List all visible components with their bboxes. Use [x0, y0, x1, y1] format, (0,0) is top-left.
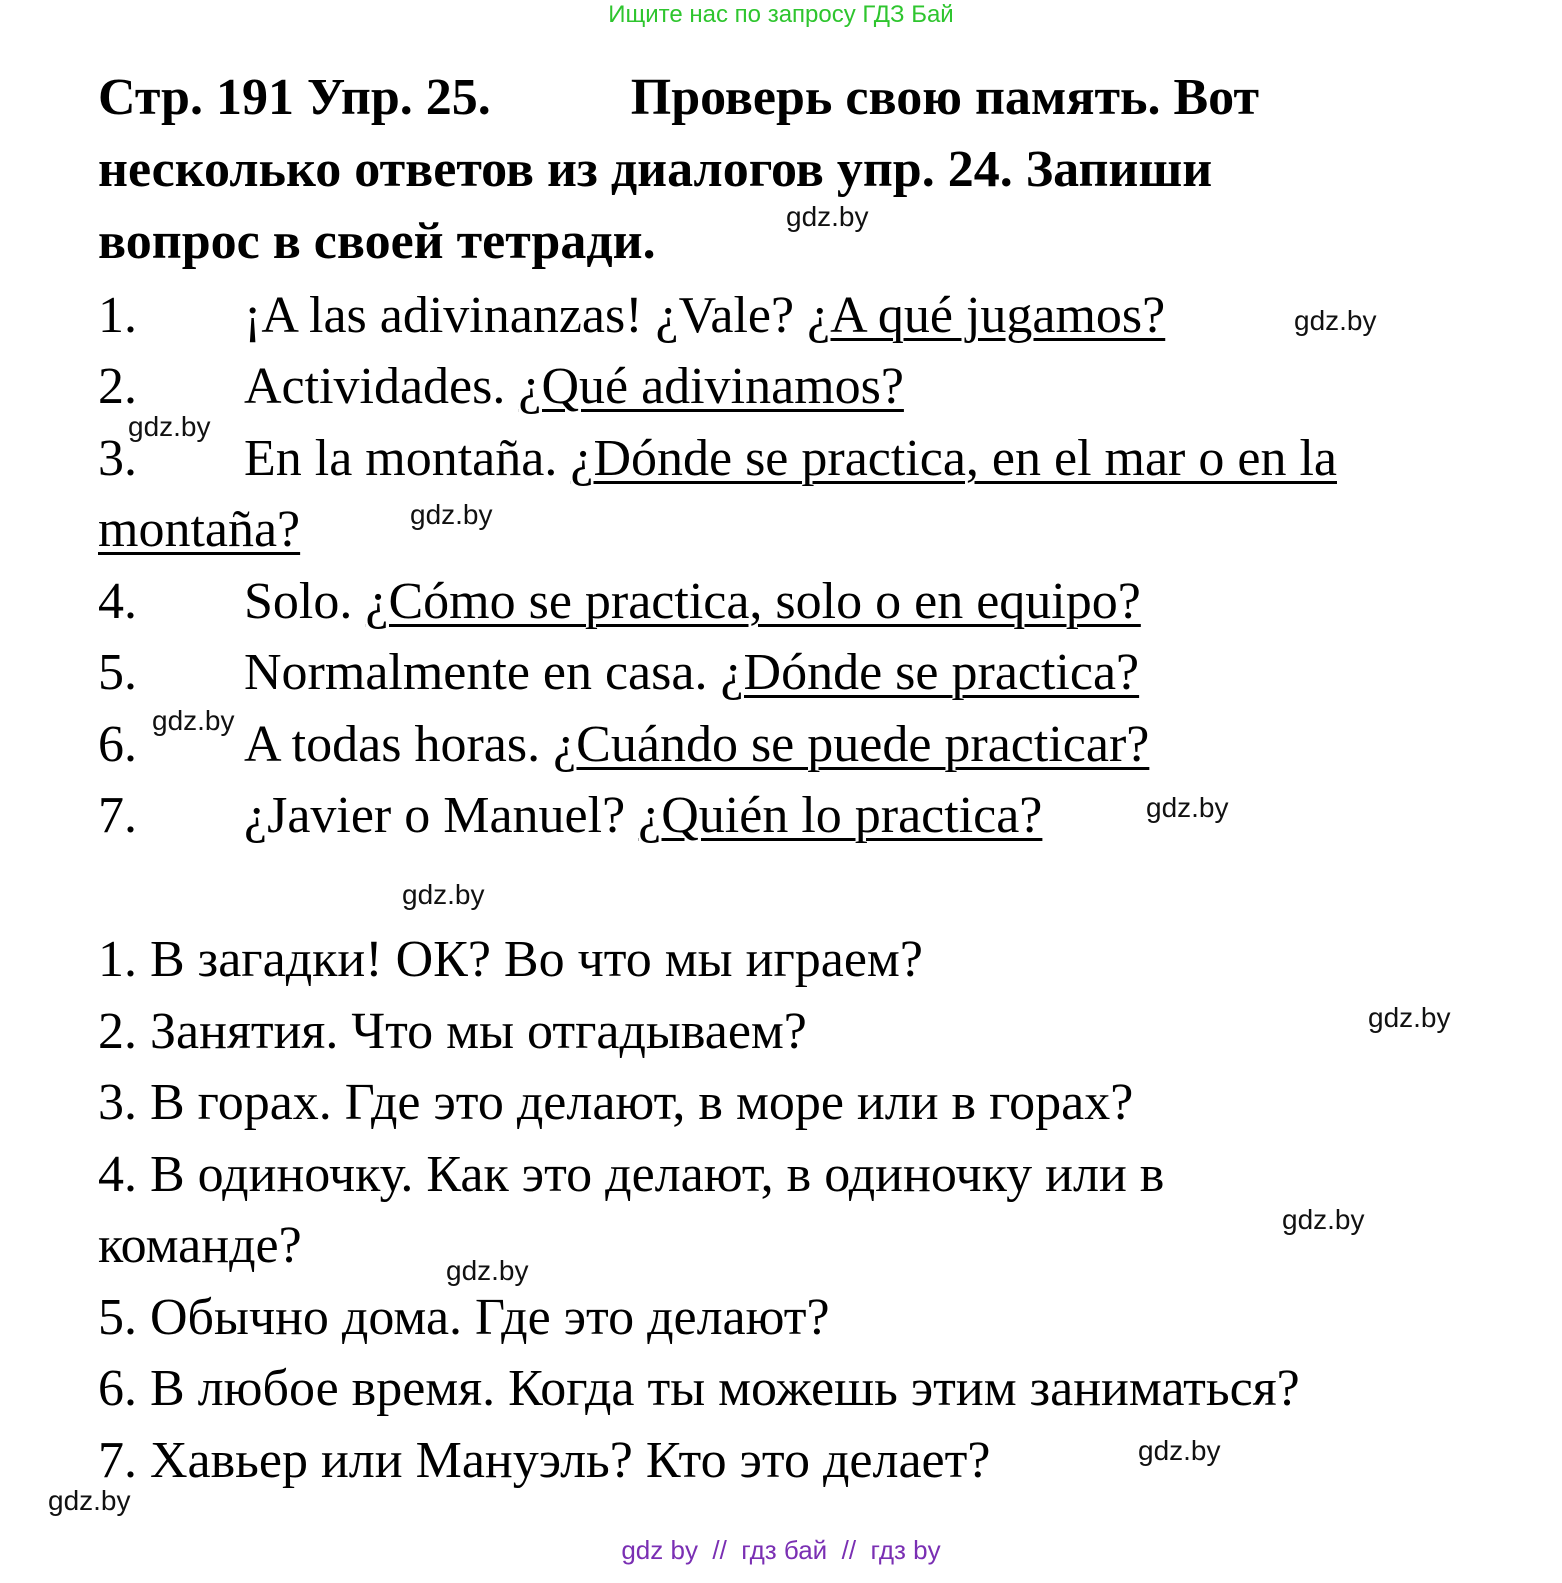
- russian-item-1: 1. В загадки! ОК? Во что мы играем?: [98, 931, 923, 988]
- item-number: 1.: [98, 287, 137, 344]
- heading-line-2: несколько ответов из диалогов упр. 24. Запиши: [98, 141, 1213, 198]
- item-answer: A todas horas.: [244, 716, 554, 773]
- watermark: gdz.by: [1294, 305, 1377, 336]
- russian-item-6: 6. В любое время. Когда ты можешь этим заниматься?: [98, 1360, 1300, 1417]
- item-question: ¿Dónde se practica, en el mar o en la: [570, 430, 1337, 487]
- watermark: gdz.by: [1138, 1435, 1221, 1466]
- russian-item-4-continued: команде?: [98, 1217, 302, 1274]
- item-question: ¿Qué adivinamos?: [518, 358, 904, 415]
- spanish-item-7: [98, 786, 1042, 846]
- watermark: gdz.by: [402, 879, 485, 910]
- item-number: 6.: [98, 716, 137, 773]
- spanish-item-1: [98, 286, 1165, 346]
- heading-page-ref: Стр. 191 Упр. 25.: [98, 69, 491, 126]
- item-number: 3.: [98, 430, 137, 487]
- russian-item-2: 2. Занятия. Что мы отгадываем?: [98, 1003, 807, 1060]
- spanish-item-4: [98, 572, 1141, 632]
- item-question: ¿Dónde se practica?: [720, 644, 1140, 701]
- exercise-heading: [98, 62, 1478, 278]
- watermark: gdz.by: [152, 705, 235, 736]
- russian-item-3: 3. В горах. Где это делают, в море или в горах?: [98, 1074, 1134, 1131]
- item-answer: ¡A las adivinanzas! ¿Vale?: [244, 287, 808, 344]
- russian-item-7: 7. Хавьер или Мануэль? Кто это делает?: [98, 1432, 991, 1489]
- watermark: gdz.by: [1146, 792, 1229, 823]
- spanish-item-6: [98, 715, 1149, 775]
- spanish-item-2: [98, 357, 904, 417]
- spanish-item-5: [98, 643, 1139, 703]
- footer-links: gdz by // гдз бай // гдз by: [621, 1535, 941, 1565]
- spanish-item-3-continued: [98, 500, 300, 560]
- watermark: gdz.by: [786, 201, 869, 232]
- watermark: gdz.by: [1368, 1002, 1451, 1033]
- watermark: gdz.by: [128, 411, 211, 442]
- heading-task-start: Проверь свою память. Вот: [630, 69, 1260, 126]
- item-answer: Actividades.: [244, 358, 519, 415]
- item-question-continued: montaña?: [98, 501, 301, 558]
- item-question: ¿Quién lo practica?: [638, 787, 1043, 844]
- item-number: 4.: [98, 573, 137, 630]
- item-answer: Normalmente en casa.: [244, 644, 721, 701]
- watermark: gdz.by: [446, 1255, 529, 1286]
- russian-item-4: 4. В одиночку. Как это делают, в одиночку или в: [98, 1146, 1165, 1203]
- item-number: 7.: [98, 787, 137, 844]
- item-number: 2.: [98, 358, 137, 415]
- spanish-item-3: [98, 429, 1337, 489]
- item-number: 5.: [98, 644, 137, 701]
- item-question: ¿A qué jugamos?: [807, 287, 1166, 344]
- heading-line-3: вопрос в своей тетради.: [98, 213, 656, 270]
- heading-line-1: [98, 62, 1478, 134]
- watermark: gdz.by: [1282, 1204, 1365, 1235]
- item-answer: ¿Javier o Manuel?: [244, 787, 639, 844]
- item-question: ¿Cuándo se puede practicar?: [553, 716, 1150, 773]
- watermark: gdz.by: [48, 1485, 131, 1516]
- watermark: gdz.by: [410, 499, 493, 530]
- russian-item-5: 5. Обычно дома. Где это делают?: [98, 1289, 830, 1346]
- item-answer: En la montaña.: [244, 430, 571, 487]
- item-question: ¿Cómo se practica, solo o en equipo?: [365, 573, 1141, 630]
- top-banner: Ищите нас по запросу ГДЗ Бай: [608, 1, 954, 28]
- item-answer: Solo.: [244, 573, 366, 630]
